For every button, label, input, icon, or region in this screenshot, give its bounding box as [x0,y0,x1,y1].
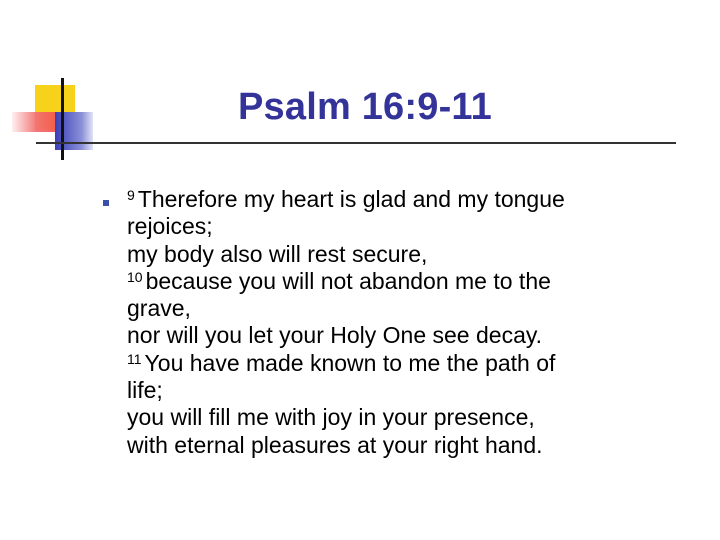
logo-vertical-line [61,78,64,160]
logo-red-bar [12,112,57,132]
verse-body [127,186,697,459]
verse-10-text-1: because you will not abandon me to the [145,267,551,294]
verse-number-10: 10 [127,268,143,285]
verse-10-line-2: grave, [127,295,191,322]
verse-10-line-3: nor will you let your Holy One see decay. [127,322,543,349]
verse-9-line-2: rejoices; [127,213,213,240]
verse-10-line-1 [127,268,697,295]
verse-number-11: 11 [127,350,142,367]
verse-9-text-1: Therefore my heart is glad and my tongue [137,186,565,212]
title-underline-rule [36,142,676,144]
verse-11-text-1: You have made known to me the path of [144,349,556,376]
verse-11-line-1 [127,350,697,377]
verse-9-line-3: my body also will rest secure, [127,240,428,267]
verse-11-line-2: life; [127,377,163,404]
verse-11-line-4: with eternal pleasures at your right hand. [127,431,543,458]
verse-number-9: 9 [127,187,135,203]
slide-title: Psalm 16:9-11 [238,86,492,128]
verse-11-line-3: you will fill me with joy in your presence, [127,404,535,431]
bullet-square-icon [103,200,109,206]
verse-9-line-1 [127,186,697,213]
